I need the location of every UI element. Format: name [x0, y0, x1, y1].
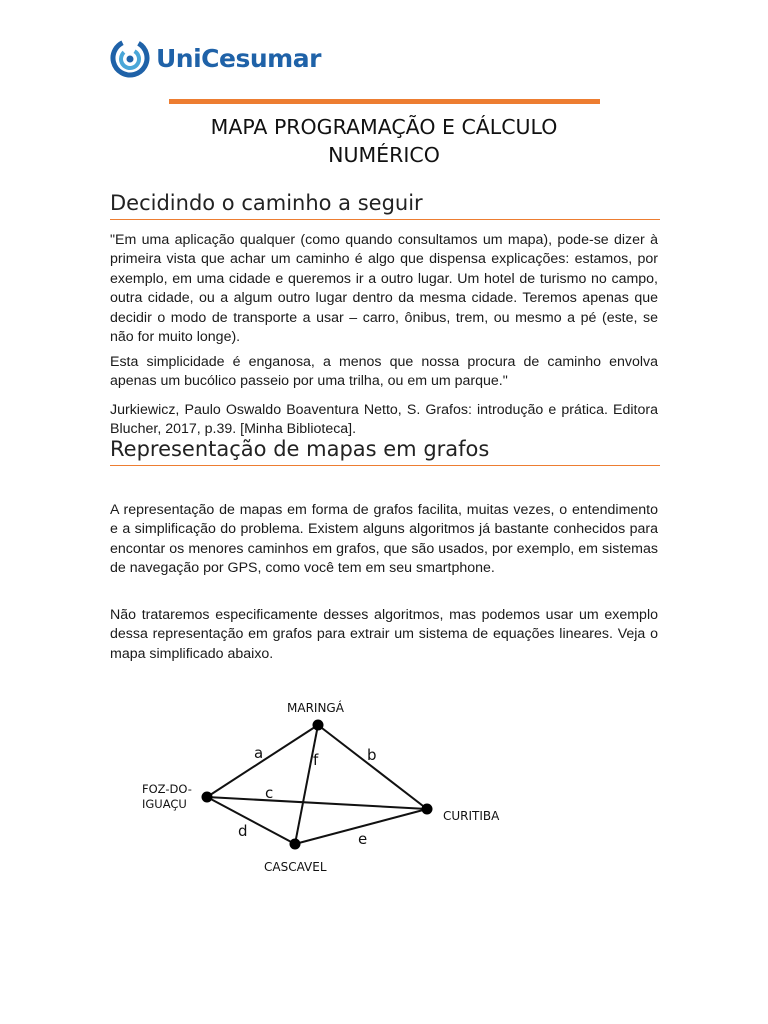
node-foz-do-iguacu [202, 792, 213, 803]
edge-label-d: d [238, 822, 248, 840]
section-heading-representacao: Representação de mapas em grafos [110, 437, 660, 466]
unicesumar-emblem-icon [110, 38, 150, 78]
edge-d [207, 797, 295, 844]
edge-label-f: f [313, 751, 319, 769]
quote-paragraph-2: Esta simplicidade é enganosa, a menos que nossa procura de caminho envolva apenas um bucólico passeio por uma trilha, ou em um parque." [110, 354, 658, 390]
quote-paragraph-1: "Em uma aplicação qualquer (como quando consultamos um mapa), pode-se dizer à primeira vista que achar um caminho é algo que dispensa explicações: estamos, por exemplo, em uma cidade e queremos ir a outro lugar. Um hotel de turismo no campo, outra cidade, ou a algum outro lugar dentro da mesma cidade. Teremos apenas que decidir o modo de transporte a usar – carro, ônibus, trem, ou mesmo a pé (este, se não for muito longe). [110, 232, 658, 346]
label-maringa: MARINGÁ [287, 701, 344, 715]
label-cascavel: CASCAVEL [264, 860, 327, 874]
body-paragraph-1: A representação de mapas em forma de grafos facilita, muitas vezes, o entendimento e a simplificação do problema. Existem alguns algoritmos já bastante conhecidos para encontar os menores caminhos em grafos, que são usados, por exemplo, em sistemas de navegação por GPS, como você tem em seu smartphone. [110, 502, 658, 577]
edge-label-a: a [254, 744, 264, 762]
body-paragraph-2: Não trataremos especificamente desses algoritmos, mas podemos usar um exemplo dessa representação em grafos para extrair um sistema de equações lineares. Veja o mapa simplificado abaixo. [110, 607, 658, 662]
node-curitiba [422, 804, 433, 815]
map-graph-diagram [130, 690, 510, 880]
citation-paragraph: Jurkiewicz, Paulo Oswaldo Boaventura Netto, S. Grafos: introdução e prática. Editora Blucher, 2017, p.39. [Minha Biblioteca]. [110, 402, 658, 438]
page-title-line-1: MAPA PROGRAMAÇÃO E CÁLCULO [210, 115, 558, 139]
title-accent-rule [169, 99, 600, 104]
label-foz-line-1: FOZ-DO- [142, 782, 192, 796]
node-maringa [313, 720, 324, 731]
unicesumar-logo [110, 36, 321, 80]
page-title-line-2: NUMÉRICO [328, 143, 440, 167]
edge-label-b: b [367, 746, 377, 764]
page-title [150, 113, 618, 169]
label-curitiba: CURITIBA [443, 809, 500, 823]
logo-text: UniCesumar [156, 43, 321, 73]
node-cascavel [290, 839, 301, 850]
label-foz-line-2: IGUAÇU [142, 797, 187, 811]
edge-label-c: c [265, 784, 274, 802]
edge-b [318, 725, 427, 809]
edge-label-e: e [358, 830, 368, 848]
edge-f [295, 725, 318, 844]
section-heading-decidindo: Decidindo o caminho a seguir [110, 191, 660, 220]
edge-c [207, 797, 427, 809]
